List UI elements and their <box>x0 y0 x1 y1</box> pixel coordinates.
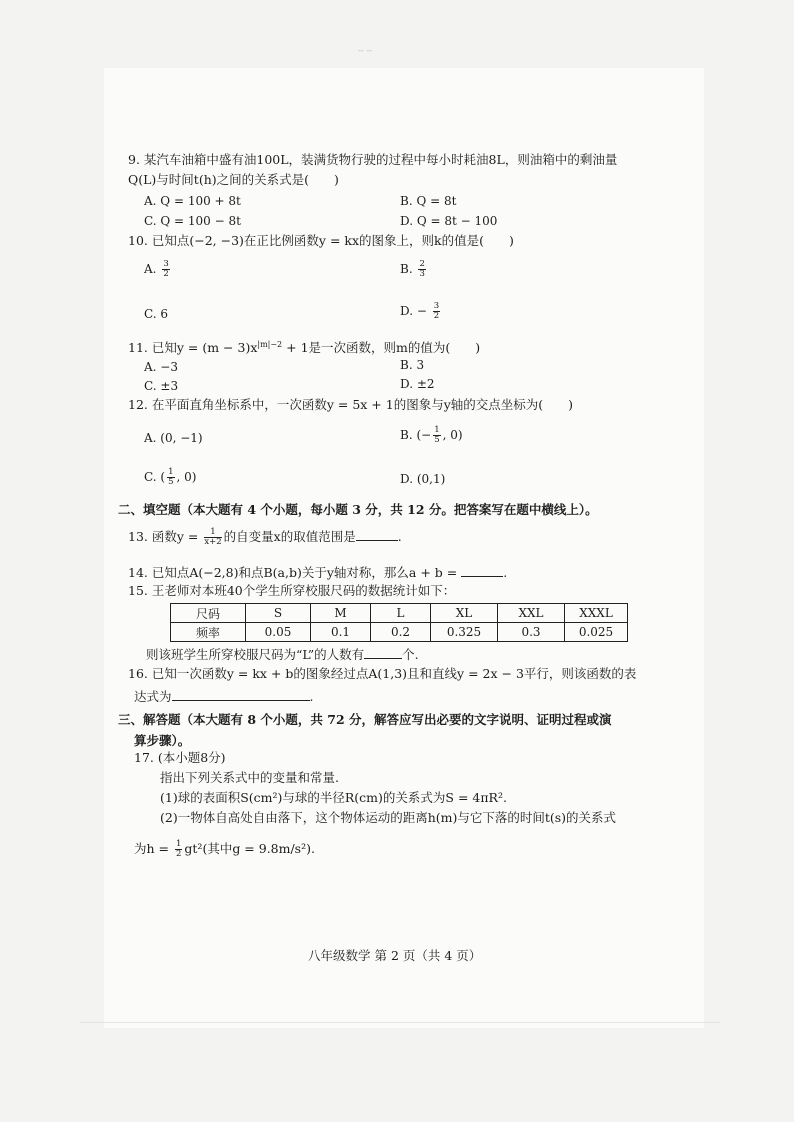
q15-question-text: 则该班学生所穿校服尺码为“L”的人数有 <box>146 647 365 662</box>
q9-option-d: D. Q = 8t − 100 <box>400 214 498 228</box>
q10-option-d-fraction <box>433 302 440 321</box>
q13-fraction <box>204 528 221 547</box>
q10-option-b-fraction <box>418 260 425 279</box>
q10-option-a-label: A. <box>144 262 157 276</box>
table-cell: 0.025 <box>565 623 628 642</box>
q10-a-denominator: 2 <box>163 269 169 279</box>
q15-question-end: 个. <box>402 647 419 662</box>
q17-formula-suffix: gt²(其中g = 9.8m/s²). <box>184 841 315 856</box>
section-3-heading-line2: 算步骤）。 <box>134 733 191 748</box>
q15-stem: 15. 王老师对本班40个学生所穿校服尺码的数据统计如下： <box>128 583 456 598</box>
q17-numerator: 1 <box>175 839 182 849</box>
q10-option-a <box>144 260 172 279</box>
question-14 <box>128 564 507 581</box>
table-cell: 频率 <box>171 623 246 642</box>
q11-exponent: |m|−2 <box>257 340 283 349</box>
q12-option-b-fraction <box>433 426 440 445</box>
q11-stem <box>128 337 480 356</box>
q12-b-prefix: B. (− <box>400 428 432 442</box>
q12-c-suffix: , 0) <box>176 470 197 484</box>
q15-question <box>146 646 419 663</box>
q9-stem-line1: 9. 某汽车油箱中盛有油100L，装满货物行驶的过程中每小时耗油8L，则油箱中的剩油量 <box>128 152 618 167</box>
q10-d-numerator: 3 <box>433 301 440 311</box>
table-cell: 0.05 <box>246 623 311 642</box>
q12-b-denominator: 5 <box>434 435 440 445</box>
q12-b-numerator: 1 <box>434 425 440 435</box>
q17-title: 17. (本小题8分) <box>134 750 226 765</box>
q16-line2 <box>134 688 314 705</box>
table-cell: XL <box>431 604 498 623</box>
q12-option-a: A. (0, −1) <box>144 431 203 445</box>
q12-option-c-fraction <box>167 468 174 487</box>
q10-a-numerator: 3 <box>163 259 169 269</box>
q14-end: . <box>503 565 508 580</box>
table-row <box>171 623 628 642</box>
q17-formula-prefix: 为h = <box>134 841 173 856</box>
question-13 <box>128 528 402 547</box>
q13-numerator: 1 <box>204 528 221 538</box>
table-cell: 尺码 <box>171 604 246 623</box>
q13-denominator: x+2 <box>204 537 222 547</box>
q10-b-denominator: 3 <box>419 269 425 279</box>
q12-b-suffix: , 0) <box>442 428 463 442</box>
q10-option-c: C. 6 <box>144 307 169 321</box>
q14-answer-blank[interactable] <box>461 564 503 577</box>
q12-c-numerator: 1 <box>168 467 174 477</box>
table-cell: 0.3 <box>498 623 565 642</box>
q13-text: 的自变量x的取值范围是 <box>223 529 356 544</box>
q10-option-b-label: B. <box>400 262 413 276</box>
table-header-row <box>171 604 628 623</box>
header-mark: -- -- <box>358 46 373 55</box>
table-cell: M <box>311 604 371 623</box>
q11-option-a: A. −3 <box>144 360 178 374</box>
q11-option-d: D. ±2 <box>400 377 435 391</box>
paper-crease <box>80 1022 720 1023</box>
q11-option-b: B. 3 <box>400 358 425 372</box>
table-cell: XXXL <box>565 604 628 623</box>
page-footer: 八年级数学 第 2 页（共 4 页） <box>308 948 482 963</box>
q17-formula-fraction <box>175 840 182 859</box>
q11-stem-end: + 1是一次函数，则m的值为( ) <box>282 340 481 356</box>
q9-option-b: B. Q = 8t <box>400 194 457 208</box>
q17-item-2: (2)一物体自高处自由落下，这个物体运动的距离h(m)与它下落的时间t(s)的关系式 <box>160 810 617 825</box>
q12-stem: 12. 在平面直角坐标系中，一次函数y = 5x + 1的图象与y轴的交点坐标为( ) <box>128 397 574 412</box>
q17-item-1: (1)球的表面积S(cm²)与球的半径R(cm)的关系式为S = 4πR². <box>160 790 507 805</box>
q16-line2-text: 达式为 <box>134 689 172 704</box>
q13-end: . <box>397 529 402 544</box>
q12-option-c <box>144 468 196 487</box>
q10-option-d <box>400 302 442 321</box>
q12-option-d: D. (0,1) <box>400 472 446 486</box>
q17-instruction: 指出下列关系式中的变量和常量. <box>160 770 339 785</box>
paper-sheet <box>104 68 704 1028</box>
section-3-heading-line1: 三、解答题（本大题有 8 个小题，共 72 分，解答应写出必要的文字说明、证明过程或演 <box>118 712 612 727</box>
q9-option-c: C. Q = 100 − 8t <box>144 214 241 228</box>
q10-stem: 10. 已知点(−2, −3)在正比例函数y = kx的图象上，则k的值是( ) <box>128 233 514 248</box>
q16-answer-blank[interactable] <box>172 688 310 701</box>
q12-option-b <box>400 426 463 445</box>
q11-stem-start: 11. 已知y = (m − 3)x <box>128 340 258 356</box>
q10-d-denominator: 2 <box>433 311 440 321</box>
table-cell: L <box>371 604 431 623</box>
table-cell: 0.325 <box>431 623 498 642</box>
q13-prefix: 13. 函数y = <box>128 529 203 544</box>
q12-c-prefix: C. ( <box>144 470 166 484</box>
q14-text: 14. 已知点A(−2,8)和点B(a,b)关于y轴对称，那么a + b = <box>128 565 462 580</box>
table-cell: 0.1 <box>311 623 371 642</box>
q9-option-a: A. Q = 100 + 8t <box>144 194 241 208</box>
q16-line1: 16. 已知一次函数y = kx + b的图象经过点A(1,3)且和直线y = 2x − 3平行，则该函数的表 <box>128 666 637 681</box>
q9-stem-line2: Q(L)与时间t(h)之间的关系式是( ) <box>128 172 339 187</box>
q15-answer-blank[interactable] <box>364 646 402 659</box>
q11-option-c: C. ±3 <box>144 379 179 393</box>
size-frequency-table <box>170 603 628 642</box>
table-cell: 0.2 <box>371 623 431 642</box>
q10-option-d-label: D. − <box>400 304 427 318</box>
section-2-heading: 二、填空题（本大题有 4 个小题，每小题 3 分，共 12 分。把答案写在题中横线上）。 <box>118 502 598 517</box>
q12-c-denominator: 5 <box>168 477 174 487</box>
q10-b-numerator: 2 <box>419 259 425 269</box>
q10-option-a-fraction <box>162 260 169 279</box>
table-cell: XXL <box>498 604 565 623</box>
q10-option-b <box>400 260 428 279</box>
q13-answer-blank[interactable] <box>356 528 398 541</box>
q17-item-2-formula <box>134 840 315 859</box>
q17-denominator: 2 <box>175 849 182 859</box>
q16-end: . <box>309 689 314 704</box>
table-cell: S <box>246 604 311 623</box>
